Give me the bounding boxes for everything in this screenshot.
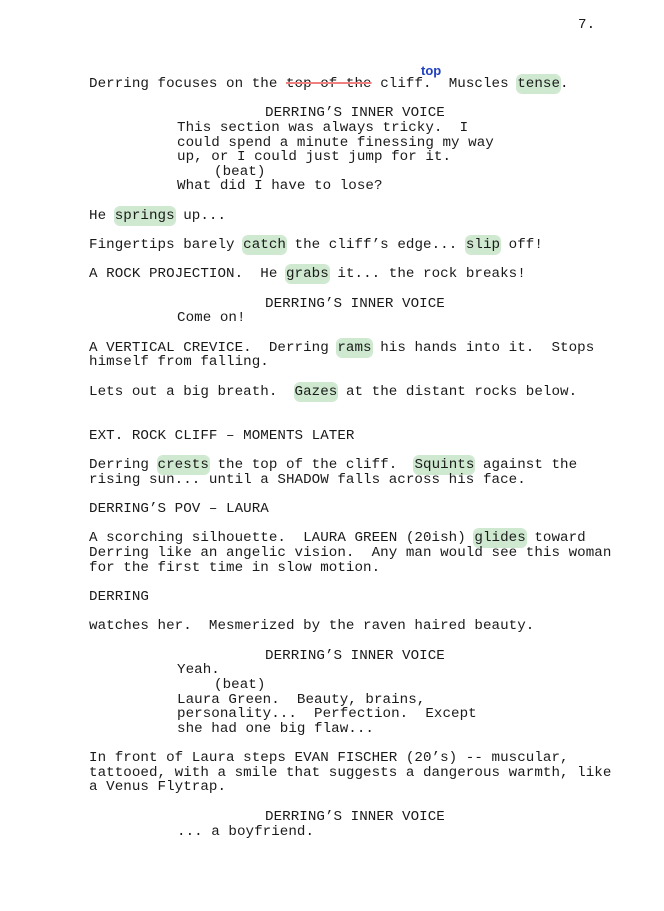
action-line: a Venus Flytrap. xyxy=(89,779,227,795)
dialogue-line: Yeah. xyxy=(177,662,220,678)
dialogue-line: up, or I could just jump for it. xyxy=(177,149,452,165)
highlighted-verb: tense xyxy=(517,76,561,92)
action-line: A scorching silhouette. LAURA GREEN (20ish) glides toward xyxy=(89,530,586,546)
highlighted-verb: crests xyxy=(157,457,209,473)
action-line: Derring crests the top of the cliff. Squints against the xyxy=(89,457,578,473)
page-number: 7. xyxy=(578,17,596,33)
character-cue: DERRING’S INNER VOICE xyxy=(265,296,445,312)
deleted-text: top of the xyxy=(285,76,372,92)
action-line: Derring focuses on the top of the cliff. Muscles tense. xyxy=(89,76,569,92)
character-cue: DERRING’S INNER VOICE xyxy=(265,648,445,664)
action-line: himself from falling. xyxy=(89,354,269,370)
action-line: DERRING xyxy=(89,589,149,605)
action-line: A ROCK PROJECTION. He grabs it... the rock breaks! xyxy=(89,266,526,282)
highlighted-verb: slip xyxy=(465,237,501,253)
dialogue-line: Come on! xyxy=(177,310,246,326)
highlighted-verb: Squints xyxy=(414,457,475,473)
action-line: rising sun... until a SHADOW falls across his face. xyxy=(89,472,526,488)
dialogue-line: she had one big flaw... xyxy=(177,721,374,737)
action-line: A VERTICAL CREVICE. Derring rams his hands into it. Stops xyxy=(89,340,595,356)
action-line: Derring like an angelic vision. Any man would see this woman xyxy=(89,545,612,561)
dialogue-line: personality... Perfection. Except xyxy=(177,706,477,722)
dialogue-line: This section was always tricky. I xyxy=(177,120,469,136)
highlighted-verb: rams xyxy=(337,340,372,356)
scene-heading: DERRING’S POV – LAURA xyxy=(89,501,269,517)
highlighted-verb: springs xyxy=(114,208,175,224)
action-line: for the first time in slow motion. xyxy=(89,560,381,576)
parenthetical: (beat) xyxy=(214,677,266,693)
dialogue-line: could spend a minute finessing my way xyxy=(177,135,494,151)
dialogue-line: ... a boyfriend. xyxy=(177,824,315,840)
dialogue-line: What did I have to lose? xyxy=(177,178,383,194)
action-line: watches her. Mesmerized by the raven haired beauty. xyxy=(89,618,535,634)
highlighted-verb: Gazes xyxy=(294,384,338,400)
character-cue: DERRING’S INNER VOICE xyxy=(265,105,445,121)
highlighted-verb: grabs xyxy=(285,266,329,282)
scene-heading: EXT. ROCK CLIFF – MOMENTS LATER xyxy=(89,428,355,444)
action-line: He springs up... xyxy=(89,208,227,224)
edit-insertion-note: top xyxy=(421,63,442,78)
dialogue-line: Laura Green. Beauty, brains, xyxy=(177,692,426,708)
action-line: In front of Laura steps EVAN FISCHER (20’s) -- muscular, xyxy=(89,750,569,766)
action-line: tattooed, with a smile that suggests a dangerous warmth, like xyxy=(89,765,612,781)
highlighted-verb: catch xyxy=(243,237,286,253)
action-line: Fingertips barely catch the cliff’s edge... slip off! xyxy=(89,237,543,253)
parenthetical: (beat) xyxy=(214,164,266,180)
character-cue: DERRING’S INNER VOICE xyxy=(265,809,445,825)
highlighted-verb: glides xyxy=(474,530,526,546)
action-line: Lets out a big breath. Gazes at the distant rocks below. xyxy=(89,384,578,400)
